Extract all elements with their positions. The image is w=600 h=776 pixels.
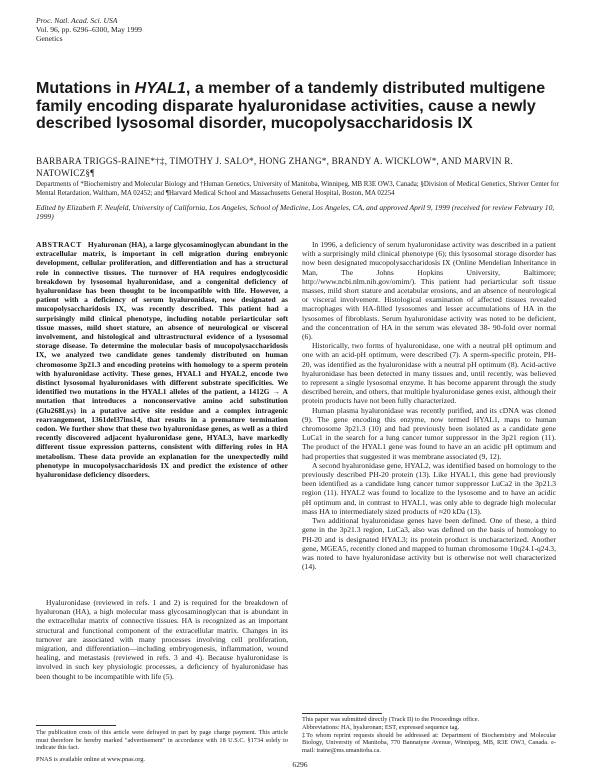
intro-paragraph xyxy=(36,598,288,681)
footnote-rule-left xyxy=(36,725,116,726)
abbreviations-note: Abbreviations: HA, hyaluronan; EST, expressed sequence tag. xyxy=(302,723,460,731)
abstract xyxy=(36,240,288,479)
paper-title xyxy=(36,80,556,133)
title-part2: , a member of a tandemly distributed multigene family encoding disparate hyaluronidase activities, cause a newly described lysosomal disorder, mucopolysaccharidosis IX xyxy=(36,80,546,132)
journal-section: Genetics xyxy=(36,34,63,43)
abstract-label: ABSTRACT xyxy=(36,240,82,249)
body-paragraph: Two additional hyaluronidase genes have been defined. One of these, a third gene in the 3p21.3 region, LuCa3, also was defined on the basis of homology to PH-20 and is designated HYAL3; its protein product is uncharacterized. Another gene, MGEA5, recently cloned and mapped to human chromosome 10q24.1-q24.3, was noted to have hyaluronidase activity but is otherwise not well characterized (14). xyxy=(302,516,556,572)
pnas-online-note: PNAS is available online at www.pnas.org. xyxy=(36,755,145,763)
body-paragraph: A second hyaluronidase gene, HYAL2, was identified based on homology to the previously described PH-20 protein (13). Like HYAL1, this gene had previously been identified as a candidate lung cancer tumor suppressor LuCa2 in the 3p21.3 region (11). HYAL2 was found to localize to the lysosome and to have an acidic pH optimum and, in contrast to HYAL1, was only able to degrade high molecular mass HA to intermediately sized products of ≈20 kDa (13). xyxy=(302,460,556,516)
title-part1: Mutations in xyxy=(36,80,135,97)
footnote-right xyxy=(302,716,556,755)
journal-header xyxy=(36,16,142,43)
author-list: BARBARA TRIGGS-RAINE*†‡, TIMOTHY J. SALO*, HONG ZHANG*, BRANDY A. WICKLOW*, AND MARVIN R. NATOWICZ§¶ xyxy=(36,156,514,178)
right-column xyxy=(302,240,556,571)
journal-volume: Vol. 96, pp. 6296–6300, May 1999 xyxy=(36,25,142,34)
title-gene: HYAL1 xyxy=(134,80,186,97)
intro-text: Hyaluronidase (reviewed in refs. 1 and 2) is required for the breakdown of hyaluronan (HA), a high molecular mass glycosaminoglycan that is abundant in the extracellular matrix of connective tissues. HA is recognized as an important structural and functional component of the extracellular matrix. Changes in its turnover are associated with many processes involving cell proliferation, migration, and differentiation—including embryogenesis, inflammation, wound healing, and metastasis (reviewed in refs. 3 and 4). Because hyaluronidase is involved in such key physiologic processes, a deficiency of hyaluronidase has been thought to be incompatible with life (5). xyxy=(36,598,288,681)
submission-note: This paper was submitted directly (Track II) to the Proceedings office. xyxy=(302,716,480,723)
page-number: 6296 xyxy=(292,760,308,769)
reprint-note: ‡To whom reprint requests should be addressed at: Department of Biochemistry and Molecular Biology, University of Manitoba, 770 Bannatyne Avenue, Winnipeg, MB, R3E OW3, Canada. e-mail: traine@ms.umanitoba.ca. xyxy=(302,731,556,755)
body-paragraph: Historically, two forms of hyaluronidase, one with a neutral pH optimum and one with an acid-pH optimum, were described (7). A sperm-specific protein, PH-20, was identified as the hyaluronidase with a neutral pH optimum (8). Acid-active hyaluronidase has been detected in many tissues and, until recently, was believed to represent a single lysosomal enzyme. It has become apparent through the study described herein, and others, that multiple hyaluronidase genes exist, although their protein products have not been fully characterized. xyxy=(302,341,556,406)
publication-costs-note: The publication costs of this article were defrayed in part by page charge payment. This article must therefore be hereby marked "advertisement" in accordance with 18 U.S.C. §1734 solely to indicate this fact. xyxy=(36,729,288,752)
affiliations: Departments of *Biochemistry and Molecular Biology and †Human Genetics, University of Manitoba, Winnipeg, MB R3E OW3, Canada; §Division of Medical Genetics, Shriver Center for Mental Retardation, Waltham, MA 02452; and ¶Harvard Medical School and Massachusetts General Hospital, Boston, MA 02254 xyxy=(36,181,559,197)
edited-by: Edited by Elizabeth F. Neufeld, University of California, Los Angeles, School of Medicine, Los Angeles, CA, and approved April 9, 1999 (received for review February 10, 1999) xyxy=(36,203,555,222)
abstract-text: Hyaluronan (HA), a large glycosaminoglycan abundant in the extracellular matrix, is important in cell migration during embryonic development, cellular proliferation, and differentiation and has a structural role in connective tissues. The turnover of HA requires endoglycosidic breakdown by lysosomal hyaluronidase, and a congenital deficiency of hyaluronidase has been thought to be incompatible with life. However, a patient with a deficiency of serum hyaluronidase, now designated as mucopolysaccharidosis IX, was recently described. This patient had a surprisingly mild clinical phenotype, including notable periarticular soft tissue masses, mild short stature, an absence of neurological or visceral involvement, and histological and ultrastructural evidence of a lysosomal storage disease. To determine the molecular basis of mucopolysaccharidosis IX, we analyzed two candidate genes tandemly distributed on human chromosome 3p21.3 and encoding proteins with homology to a sperm protein with hyaluronidase activity. These genes, HYAL1 and HYAL2, encode two distinct lysosomal hyaluronidases with different substrate specificities. We identified two mutations in the HYAL1 alleles of the patient, a 1412G → A mutation that introduces a nonconservative amino acid substitution (Glu268Lys) in a putative active site residue and a complex intragenic rearrangement, 1361del37ins14, that results in a premature termination codon. We further show that these two hyaluronidase genes, as well as a third recently discovered adjacent hyaluronidase gene, HYAL3, have markedly different tissue expression patterns, consistent with differing roles in HA metabolism. These data provide an explanation for the unexpectedly mild phenotype in mucopolysaccharidosis IX and predict the existence of other hyaluronidase deficiency disorders. xyxy=(36,240,288,480)
body-paragraph: In 1996, a deficiency of serum hyaluronidase activity was described in a patient with a surprisingly mild clinical phenotype (6); this lysosomal storage disorder has now been designated mucopolysaccharidosis IX (Online Mendelian Inheritance in Man, The Johns Hopkins University, Baltimore; http://www.ncbi.nlm.nih.gov/omim/). This patient had periarticular soft tissue masses, mild short stature and acetabular erosions, and an absence of neurological or visceral involvement. Histological examination of affected tissues revealed macrophages with HA-filled lysosomes and lesser accumulations of HA in the lysosomes of fibroblasts. Serum hyaluronidase activity was noted to be deficient, and the concentration of HA in the serum was elevated 38- 90-fold over normal (6). xyxy=(302,240,556,342)
footnote-rule-right xyxy=(302,713,382,714)
journal-name: Proc. Natl. Acad. Sci. USA xyxy=(36,16,118,25)
body-paragraph: Human plasma hyaluronidase was recently purified, and its cDNA was cloned (9). The gene encoding this enzyme, now termed HYAL1, maps to human chromosome 3p21.3 (10) and had previously been isolated as a candidate gene LuCa1 in the search for a lung cancer tumor suppressor in the 3p21 region (11). The product of the HYAL1 gene was found to have an an acidic pH optimum and had properties that suggested it was membrane associated (9, 12). xyxy=(302,405,556,461)
footnote-left xyxy=(36,729,288,763)
